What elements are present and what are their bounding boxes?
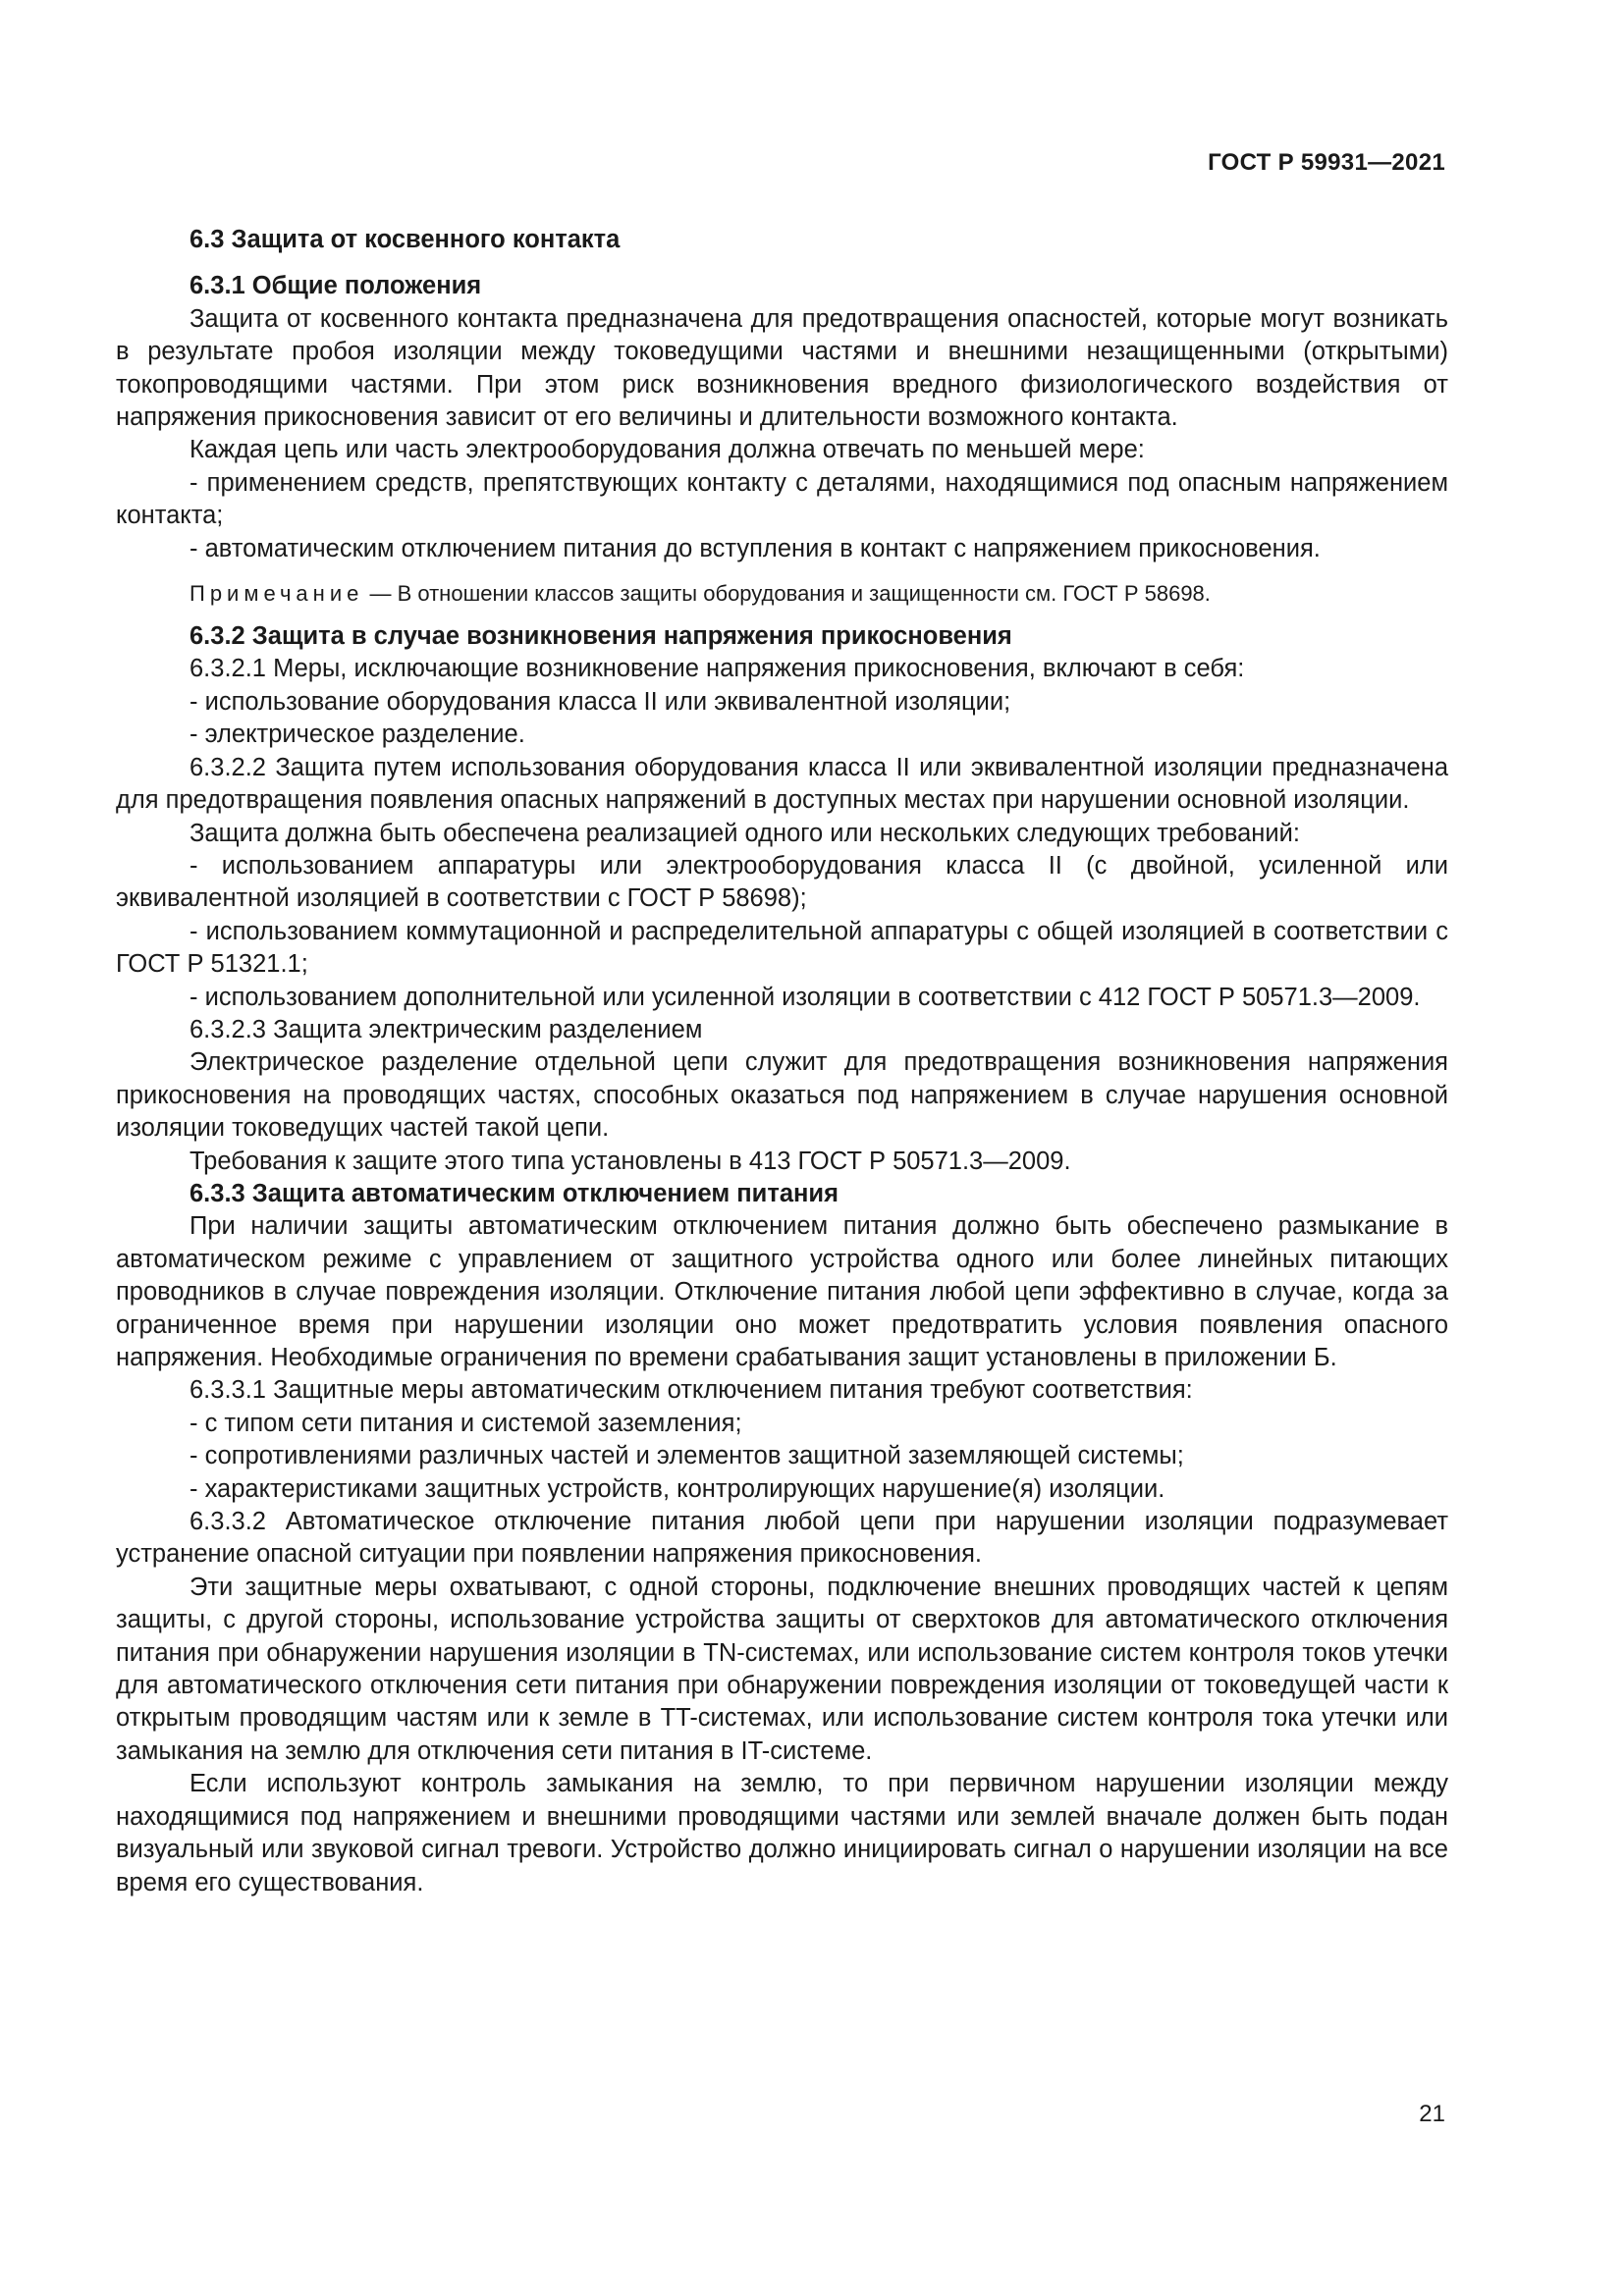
paragraph: 6.3.3.2 Автоматическое отключение питания любой цепи при нарушении изоляции подразумевает устранение опасной ситуации при появлении напряжения прикосновения. [116,1508,1448,1569]
list-item: - использованием коммутационной и распределительной аппаратуры с общей изоляцией в соответствии с ГОСТ Р 51321.1; [116,917,1448,979]
page-number: 21 [1419,2101,1445,2127]
list-item: - характеристиками защитных устройств, контролирующих нарушение(я) изоляции. [189,1474,1165,1503]
list-item: - использование оборудования класса II или эквивалентной изоляции; [189,687,1011,716]
paragraph: Эти защитные меры охватывают, с одной стороны, подключение внешних проводящих частей к цепям защиты, с другой стороны, использование устройства защиты от сверхтоков для автоматического отключения питания при обнаружении нарушения изоляции в TN-системах, или использование систем контроля токов утечки для автоматического отключения сети питания при обнаружении повреждения изоляции от токоведущей части к открытым проводящим частям или к земле в TT-системах, или использование систем контроля тока утечки или замыкания на землю для отключения сети питания в IT-системе. [116,1573,1448,1765]
subsection-title-6-3-1: 6.3.1 Общие положения [189,272,482,300]
subsection-title-6-3-2: 6.3.2 Защита в случае возникновения напряжения прикосновения [189,622,1012,651]
list-item: - автоматическим отключением питания до вступления в контакт с напряжением прикосновения. [189,534,1321,562]
list-item: - электрическое разделение. [189,721,525,749]
list-item: - использованием аппаратуры или электрооборудования класса II (с двойной, усиленной или эквивалентной изоляцией в соответствии с ГОСТ Р 58698); [116,851,1448,913]
paragraph: 6.3.2.2 Защита путем использования оборудования класса II или эквивалентной изоляции предназначена для предотвращения появления опасных напряжений в доступных местах при нарушении основной изоляции. [116,753,1448,815]
paragraph: 6.3.2.3 Защита электрическим разделением [189,1015,703,1043]
paragraph: Защита должна быть обеспечена реализацией одного или нескольких следующих требований: [189,819,1300,847]
list-item: - использованием дополнительной или усиленной изоляции в соответствии с 412 ГОСТ Р 50571.3—2009. [189,983,1421,1011]
note-label: Примечание [189,581,364,607]
list-item: - сопротивлениями различных частей и элементов защитной заземляющей системы; [189,1442,1184,1470]
subsection-title-6-3-3: 6.3.3 Защита автоматическим отключением питания [189,1179,839,1207]
note [116,579,1448,609]
note-text: — В отношении классов защиты оборудования и защищенности см. ГОСТ Р 58698. [363,581,1211,607]
paragraph: Если используют контроль замыкания на землю, то при первичном нарушении изоляции между находящимися под напряжением и внешними проводящими частями или землей вначале должен быть подан визуальный или звуковой сигнал тревоги. Устройство должно инициировать сигнал о нарушении изоляции на все время его существования. [116,1770,1448,1896]
paragraph: Защита от косвенного контакта предназначена для предотвращения опасностей, которые могут возникать в результате пробоя изоляции между токоведущими частями и внешними незащищенными (открытыми) токопроводящими частями. При этом риск возникновения вредного физиологического воздействия от напряжения прикосновения зависит от его величины и длительности возможного контакта. [116,304,1448,432]
document-header-id: ГОСТ Р 59931—2021 [1208,149,1445,176]
document-body [116,224,1448,1899]
paragraph: При наличии защиты автоматическим отключением питания должно быть обеспечено размыкание в автоматическом режиме с управлением от защитного устройства одного или более линейных питающих проводников в случае повреждения изоляции. Отключение питания любой цепи эффективно в случае, когда за ограниченное время при нарушении изоляции оно может предотвратить условия появления опасного напряжения. Необходимые ограничения по времени срабатывания защит установлены в приложении Б. [116,1212,1448,1371]
paragraph: 6.3.2.1 Меры, исключающие возникновение напряжения прикосновения, включают в себя: [189,655,1245,683]
paragraph: Каждая цепь или часть электрооборудования должна отвечать по меньшей мере: [189,436,1145,464]
paragraph: 6.3.3.1 Защитные меры автоматическим отключением питания требуют соответствия: [189,1376,1193,1405]
paragraph: Требования к защите этого типа установлены в 413 ГОСТ Р 50571.3—2009. [189,1147,1071,1175]
list-item: - с типом сети питания и системой заземления; [189,1409,742,1437]
paragraph: Электрическое разделение отдельной цепи служит для предотвращения возникновения напряжения прикосновения на проводящих частях, способных оказаться под напряжением в случае нарушения основной изоляции токоведущих частей такой цепи. [116,1048,1448,1143]
list-item: - применением средств, препятствующих контакту с деталями, находящимися под опасным напряжением контакта; [116,468,1448,530]
section-title-6-3: 6.3 Защита от косвенного контакта [189,226,621,253]
